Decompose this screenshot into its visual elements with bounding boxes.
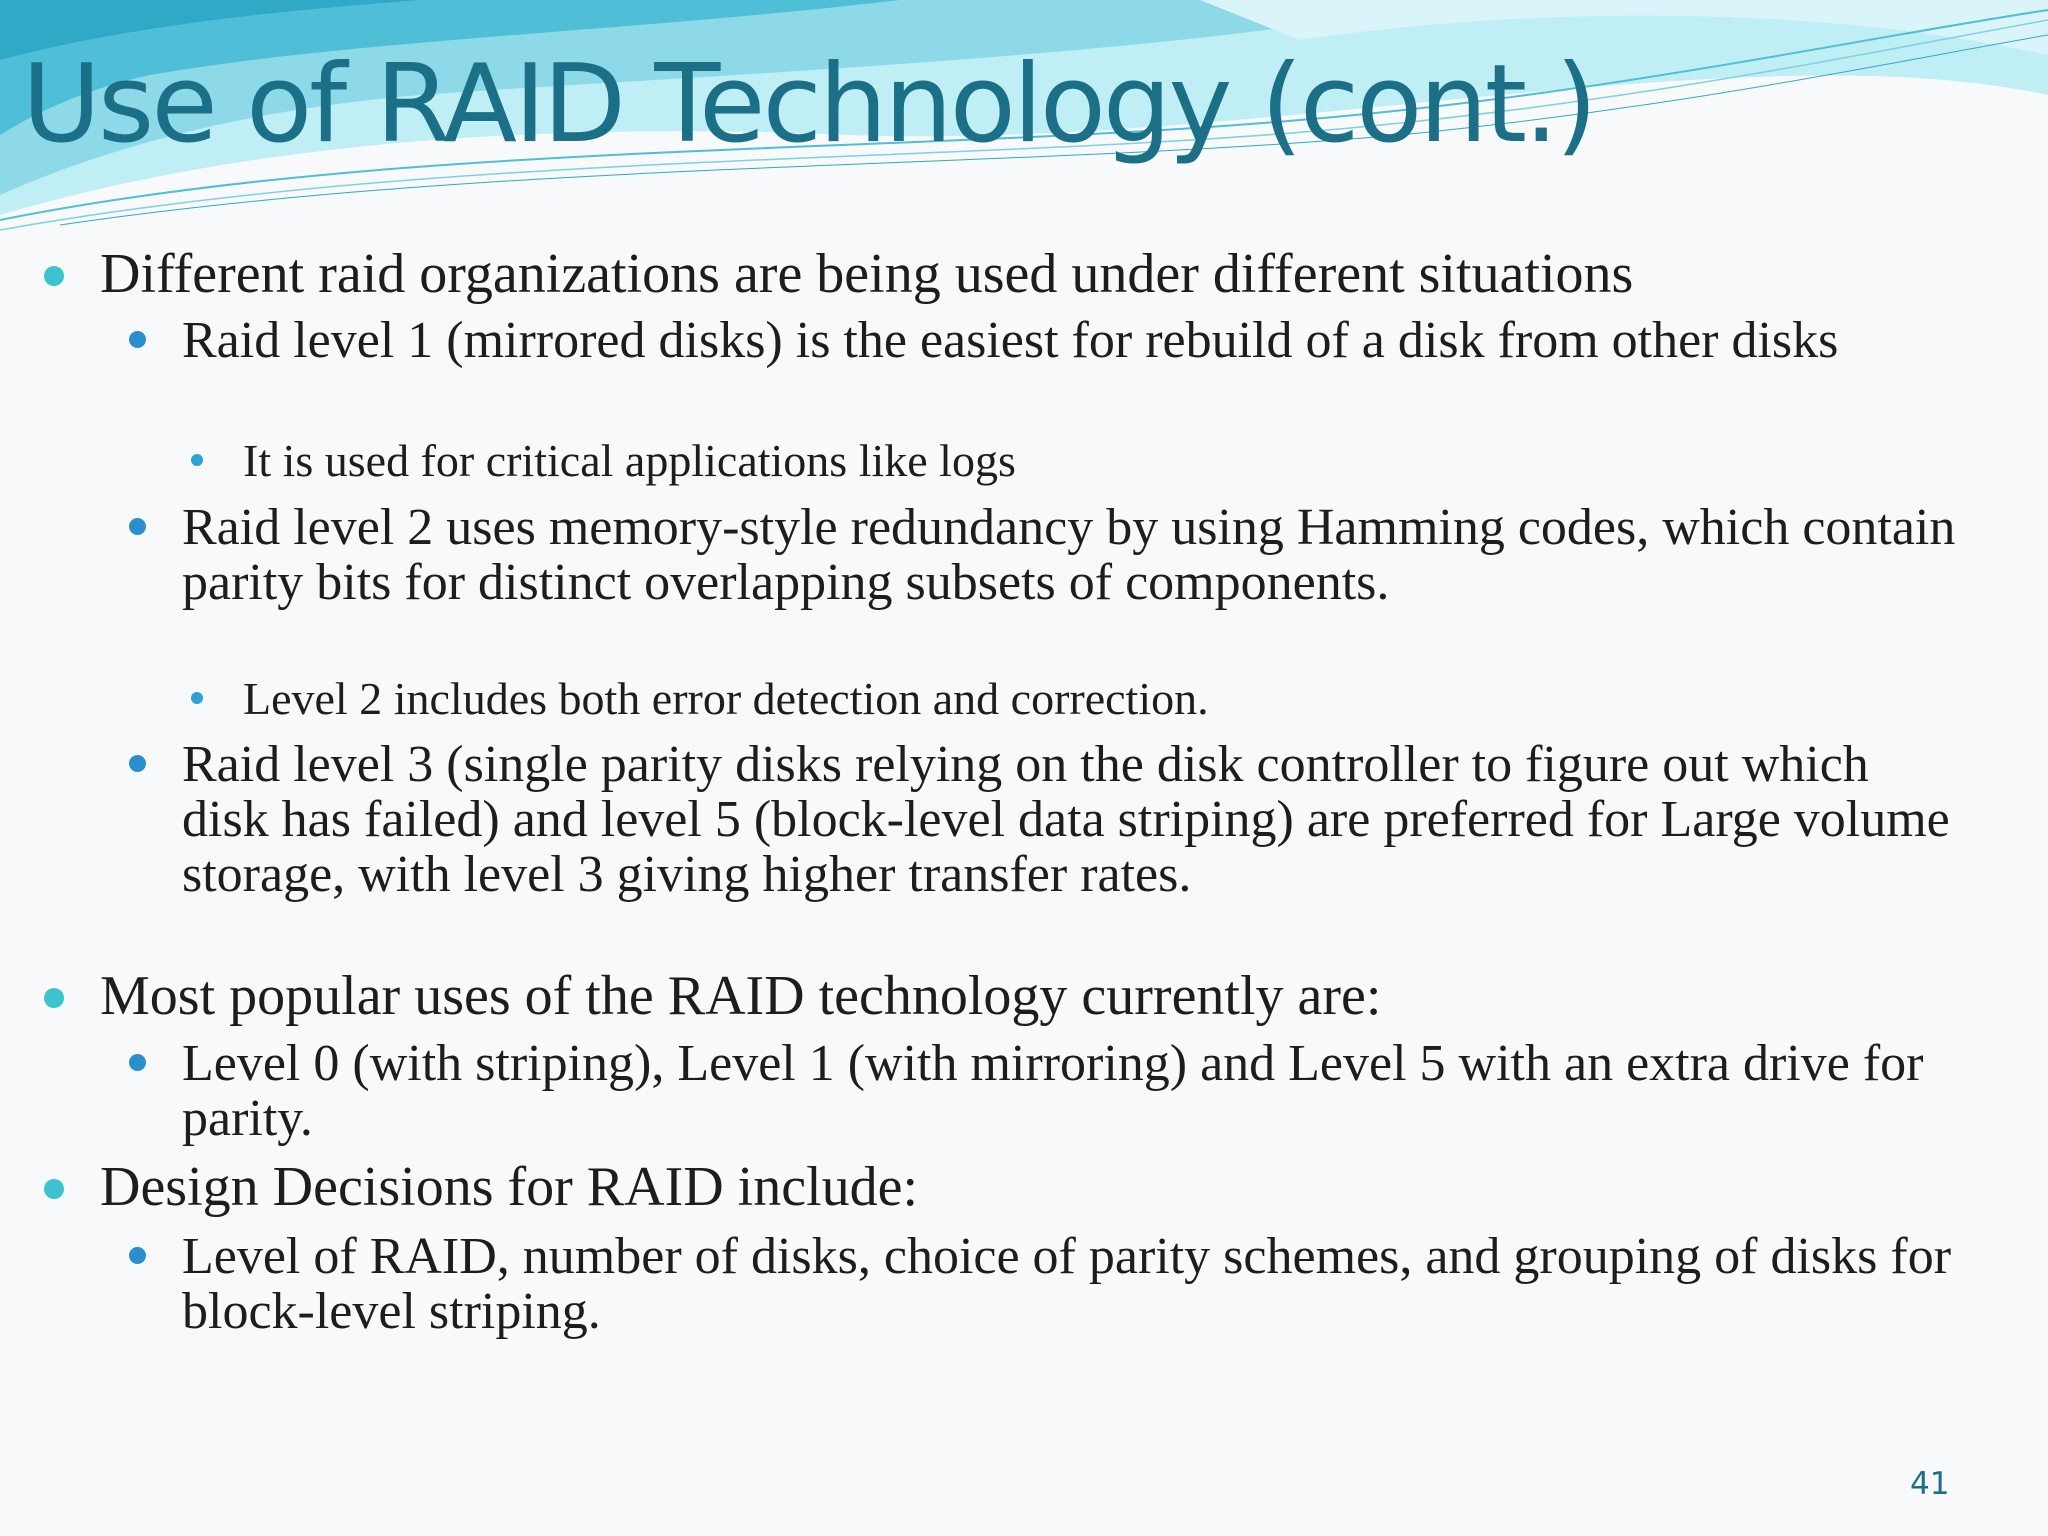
bullet-icon — [129, 518, 146, 535]
bullet-item-level1 — [100, 243, 1960, 305]
page-number: 41 — [1910, 1466, 1950, 1502]
bullet-text: Design Decisions for RAID include: — [100, 1156, 919, 1218]
bullet-icon — [44, 1179, 64, 1199]
bullet-item-level1 — [100, 965, 1960, 1027]
bullet-text: Raid level 2 uses memory-style redundancy by using Hamming codes, which contain parity bits for distinct overlapping subsets of components. — [182, 499, 1956, 611]
bullet-icon — [129, 755, 146, 772]
bullet-item-level2 — [182, 500, 1962, 610]
bullet-icon — [44, 266, 64, 286]
bullet-item-level2 — [182, 313, 1962, 368]
slide-title: Use of RAID Technology (cont.) — [22, 42, 1595, 167]
bullet-text: Raid level 3 (single parity disks relying on the disk controller to figure out which disk has failed) and level 5 (block-level data striping) are preferred for Large volume storage, with level 3 giving higher transfer rates. — [182, 736, 1950, 903]
bullet-text: Level 2 includes both error detection and correction. — [243, 673, 1209, 724]
bullet-item-level2 — [182, 737, 1962, 902]
bullet-icon — [191, 454, 203, 466]
bullet-item-level3 — [243, 436, 1943, 486]
bullet-icon — [129, 1054, 146, 1071]
bullet-text: Most popular uses of the RAID technology currently are: — [100, 965, 1382, 1027]
bullet-text: Different raid organizations are being used under different situations — [100, 243, 1634, 305]
bullet-text: Level 0 (with striping), Level 1 (with mirroring) and Level 5 with an extra drive for parity. — [182, 1035, 1924, 1147]
bullet-item-level3 — [243, 674, 1943, 724]
bullet-icon — [129, 331, 146, 348]
bullet-item-level2 — [182, 1036, 1962, 1146]
bullet-icon — [44, 988, 64, 1008]
bullet-icon — [191, 692, 203, 704]
bullet-text: Level of RAID, number of disks, choice of parity schemes, and grouping of disks for block-level striping. — [182, 1228, 1952, 1340]
bullet-text: Raid level 1 (mirrored disks) is the easiest for rebuild of a disk from other disks — [182, 312, 1839, 369]
bullet-text: It is used for critical applications like logs — [243, 435, 1016, 486]
bullet-icon — [129, 1247, 146, 1264]
bullet-item-level2 — [182, 1229, 1962, 1339]
bullet-item-level1 — [100, 1156, 1960, 1218]
